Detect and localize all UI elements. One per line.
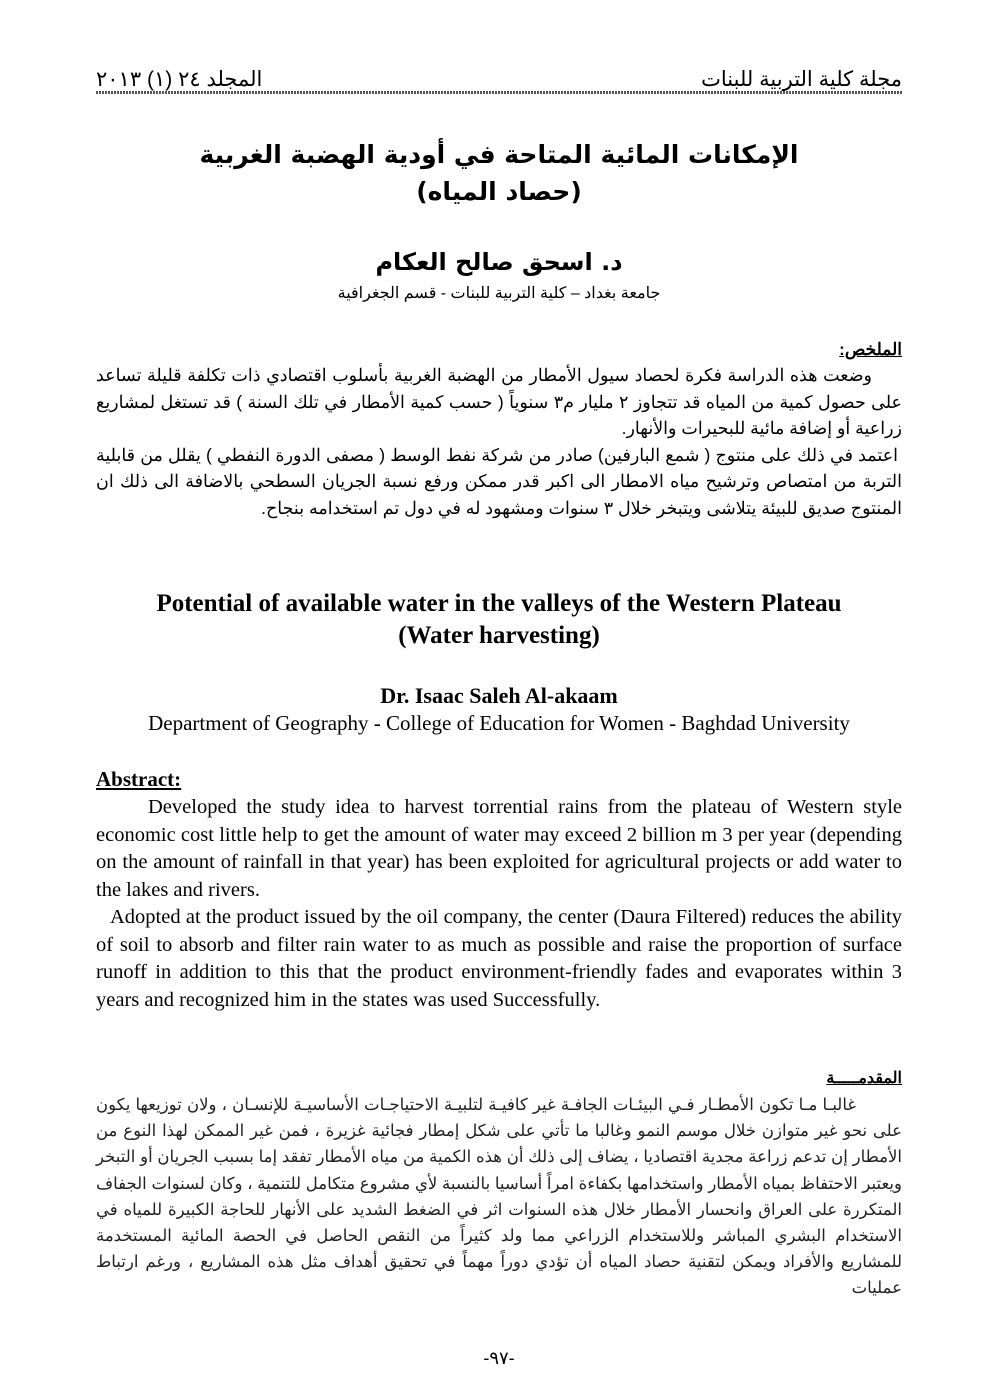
arabic-abstract-paragraph-2: اعتمد في ذلك على منتوج ( شمع البارفين) صادر من شركة نفط الوسط ( مصفى الدورة النفطي ) يقلل من قابلية التربة من امتصاص وترشيح مياه الامطار الى اكبر قدر ممكن ورفع نسبة الجريان السطحي بالاضافة الى ذلك ان المنتوج صديق للبيئة يتلاشى ويتبخر خلال ٣ سنوات ومشهود له في دول تم استخدامه بنجاح. xyxy=(96,444,902,518)
introduction-paragraph: غالبـا مـا تكون الأمطـار فـي البيئـات الجافـة غير كافيـة لتلبيـة الاحتياجـات الأساسيـة للإنسـان ، ولان توزيعها يكون على نحو غير متوازن خلال موسم النمو وغالبا ما تأتي على شكل إمطار فجائية غزيرة ، فمن غير الممكن لهذا النوع من الأمطار إن تدعم زراعة مجدية اقتصاديا ، يضاف إلى ذلك أن هذه الكمية من مياه الأمطار تفقد إما بسبب الجريان أو التبخر ويعتبر الاحتفاظ بمياه الأمطار واستخدامها بكفاءة امراً أساسيا بالنسبة لأي مشروع متكامل للتنمية ، وكان لسنوات الجفاف المتكررة على العراق وانحسار الأمطار خلال هذه السنوات اثر في الضغط الشديد على الأنهار للحاجة الكبيرة للمياه في الاستخدام البشري المباشر وللاستخدام الزراعي مما ولد كثيراً من النقص الحاصل في الحصة المائية المستخدمة للمشاريع والأفراد ويمكن لتقنية حصاد المياه أن تؤدي دوراً مهماً في تحقيق أهداف مثل هذه المشاريع ، ورغم ارتباط عمليات xyxy=(96,1096,902,1298)
header-dotted-rule xyxy=(96,91,902,94)
english-abstract-paragraph-2: Adopted at the product issued by the oil company, the center (Daura Filtered) reduces the ability of soil to absorb and filter rain water to as much as possible and raise the proportion of surface runoff in addition to this that the product environment-friendly fades and evaporates within 3 years and recognized him in the states was used Successfully. xyxy=(96,906,902,1011)
english-abstract xyxy=(96,794,902,1014)
english-abstract-heading: Abstract: xyxy=(96,767,182,791)
volume-info: المجلد ٢٤ (١) ٢٠١٣ xyxy=(96,68,263,91)
introduction-heading: المقدمـــــة xyxy=(826,1070,902,1087)
english-title-line1: Potential of available water in the valleys of the Western Plateau xyxy=(156,590,842,617)
english-author: Dr. Isaac Saleh Al-akaam xyxy=(380,683,618,708)
english-title-line2: (Water harvesting) xyxy=(398,622,600,649)
journal-name: مجلة كلية التربية للبنات xyxy=(701,68,902,91)
english-abstract-paragraph-1: Developed the study idea to harvest torrential rains from the plateau of Western style economic cost little help to get the amount of water may exceed 2 billion m 3 per year (depending on the amount of rainfall in that year) has been exploited for agricultural projects or add water to the lakes and rivers. xyxy=(96,796,902,901)
arabic-author: د. اسحق صالح العكام xyxy=(375,248,623,276)
page-number: -٩٧- xyxy=(483,1348,515,1368)
arabic-abstract-heading: الملخص: xyxy=(839,340,902,359)
arabic-title-line1: الإمكانات المائية المتاحة في أودية الهضبة الغربية xyxy=(199,140,799,169)
english-affiliation: Department of Geography - College of Education for Women - Baghdad University xyxy=(148,711,850,735)
arabic-affiliation: جامعة بغداد – كلية التربية للبنات - قسم الجغرافية xyxy=(337,285,661,302)
introduction-body xyxy=(96,1092,902,1302)
arabic-title xyxy=(96,136,902,210)
arabic-abstract xyxy=(96,362,902,522)
arabic-title-line2: (حصاد المياه) xyxy=(416,177,582,206)
arabic-abstract-paragraph-1: وضعت هذه الدراسة فكرة لحصاد سيول الأمطار من الهضبة الغربية بأسلوب اقتصادي ذات تكلفة قليلة تساعد على حصول كمية من المياه قد تتجاوز ٢ مليار م٣ سنوياً ( حسب كمية الأمطار في تلك السنة ) قد تستغل لمشاريع زراعية أو إضافة مائية للبحيرات والأنهار. xyxy=(96,365,902,439)
running-header xyxy=(96,62,902,92)
english-title xyxy=(96,588,902,652)
